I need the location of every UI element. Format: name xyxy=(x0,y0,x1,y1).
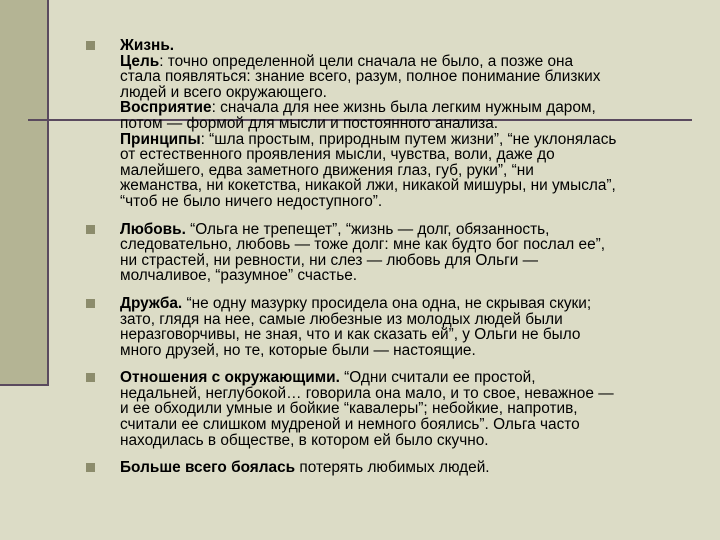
text-segment: людей и всего окружающего. xyxy=(120,83,327,101)
text-line xyxy=(120,100,686,116)
text-segment: : сначала для нее жизнь была легким нужным даром, xyxy=(211,99,596,117)
text-segment: потом — формой для мысли и постоянного анализа. xyxy=(120,114,499,132)
text-segment: следовательно, любовь — тоже долг: мне как будто бог послал ее”, xyxy=(120,236,606,254)
left-decor-band xyxy=(0,0,47,386)
text-line xyxy=(120,163,686,179)
text-segment: зато, глядя на нее, самые любезные из молодых людей были xyxy=(120,310,563,328)
text-line xyxy=(120,38,686,54)
text-line xyxy=(120,417,686,433)
text-line xyxy=(120,147,686,163)
square-bullet-icon xyxy=(86,373,95,382)
text-segment: находилась в обществе, в котором ей было скучно. xyxy=(120,431,489,449)
bold-label: Цель xyxy=(120,52,160,70)
text-segment: стала появляться: знание всего, разум, полное понимание близких xyxy=(120,68,601,86)
bold-label: Дружба. xyxy=(120,294,183,312)
text-line xyxy=(120,268,686,284)
text-line xyxy=(120,370,686,386)
text-segment: от естественного проявления мысли, чувства, воли, даже до xyxy=(120,146,555,164)
text-segment: “чтоб не было ничего недоступного”. xyxy=(120,192,383,210)
text-segment: неразговорчивы, не зная, что и как сказать ей”, у Ольги не было xyxy=(120,326,581,344)
text-line xyxy=(120,178,686,194)
text-segment: малейшего, едва заметного движения глаз, губ, руки”, “ни xyxy=(120,161,534,179)
text-segment: : точно определенной цели сначала не было, а позже она xyxy=(159,52,574,70)
text-line xyxy=(120,85,686,101)
text-segment: много друзей, но те, которые были — настоящие. xyxy=(120,341,476,359)
text-line xyxy=(120,194,686,210)
text-line xyxy=(120,433,686,449)
bold-label: Любовь. xyxy=(120,220,186,238)
text-line xyxy=(120,312,686,328)
text-segment: “Ольга не трепещет”, “жизнь — долг, обязанность, xyxy=(185,220,550,238)
text-segment: “не одну мазурку просидела она одна, не скрывая скуки; xyxy=(182,294,592,312)
text-line xyxy=(120,327,686,343)
bold-label: Отношения с окружающими. xyxy=(120,369,340,387)
list-item-life xyxy=(86,38,686,210)
bold-label: Жизнь. xyxy=(120,37,175,54)
bullet-list xyxy=(86,38,686,476)
list-item-relations xyxy=(86,370,686,448)
text-line xyxy=(120,54,686,70)
left-decor-line xyxy=(47,0,49,386)
bold-label: Восприятие xyxy=(120,99,212,117)
text-line xyxy=(120,343,686,359)
text-line xyxy=(120,132,686,148)
square-bullet-icon xyxy=(86,41,95,50)
text-line xyxy=(120,237,686,253)
text-line xyxy=(120,460,686,476)
text-line xyxy=(120,222,686,238)
left-decor-bottom-line xyxy=(0,384,49,386)
list-item-fear xyxy=(86,460,686,476)
square-bullet-icon xyxy=(86,463,95,472)
text-segment: потерять любимых людей. xyxy=(295,459,490,477)
text-segment: “Одни считали ее простой, xyxy=(339,369,536,387)
text-segment: и ее обходили умные и бойкие “кавалеры”; небойкие, напротив, xyxy=(120,400,578,418)
text-line xyxy=(120,401,686,417)
text-segment: считали ее слишком мудреной и немного боялись”. Ольга часто xyxy=(120,416,580,434)
text-line xyxy=(120,69,686,85)
bold-label: Принципы xyxy=(120,130,201,148)
list-item-friendship xyxy=(86,296,686,358)
text-segment: : “шла простым, природным путем жизни”, “не уклонялась xyxy=(200,130,617,148)
list-item-love xyxy=(86,222,686,284)
text-line xyxy=(120,116,686,132)
square-bullet-icon xyxy=(86,299,95,308)
text-segment: молчаливое, “разумное” счастье. xyxy=(120,267,358,285)
text-segment: недальней, неглубокой… говорила она мало, и то свое, неважное — xyxy=(120,384,614,402)
bold-label: Больше всего боялась xyxy=(120,459,296,477)
text-line xyxy=(120,253,686,269)
text-segment: жеманства, ни кокетства, никакой лжи, никакой мишуры, ни умысла”, xyxy=(120,177,616,195)
text-line xyxy=(120,386,686,402)
text-segment: ни страстей, ни ревности, ни слез — любовь для Ольги — xyxy=(120,251,539,269)
text-line xyxy=(120,296,686,312)
square-bullet-icon xyxy=(86,225,95,234)
